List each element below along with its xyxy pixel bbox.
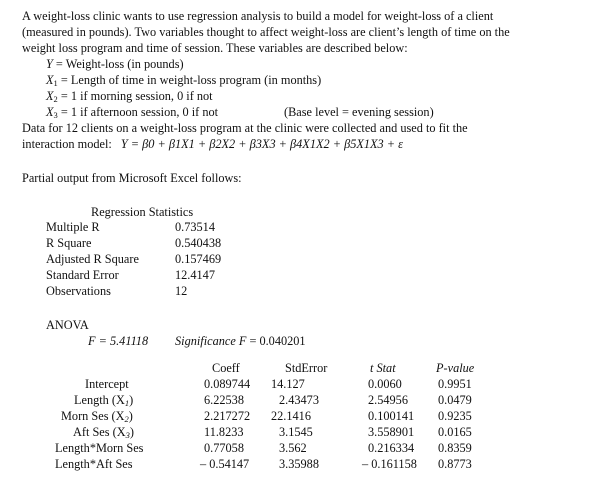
row-pvalue-length: 0.0479: [438, 393, 472, 407]
variable-y-name: Y: [46, 57, 53, 71]
variable-x2-desc: = 1 if morning session, 0 if not: [57, 89, 213, 103]
row-tstat-length-morn-ses: 0.216334: [368, 441, 415, 455]
row-tstat-aft-ses: 3.558901: [368, 425, 415, 439]
row-label-intercept: Intercept: [85, 377, 129, 391]
data-line-1: Data for 12 clients on a weight-loss program at the clinic were collected and used to fit the: [22, 121, 468, 135]
intro-line-2: (measured in pounds). Two variables thought to affect weight-loss are client’s length of time on the: [22, 25, 510, 39]
stats-label-observations: Observations: [46, 284, 111, 298]
variable-x1-sub: 1: [53, 78, 58, 88]
row-pvalue-length-morn-ses: 0.8359: [438, 441, 472, 455]
row-tstat-length-aft-ses: – 0.161158: [362, 457, 417, 471]
stats-value-standard-error: 12.4147: [175, 268, 215, 282]
variable-x1-name: X: [46, 73, 54, 87]
data-line-2-prefix: interaction model:: [22, 137, 112, 151]
anova-significance-value: = 0.040201: [246, 334, 306, 348]
regression-stats-title: Regression Statistics: [91, 205, 194, 219]
row-stderr-length-aft-ses: 3.35988: [279, 457, 319, 471]
stats-label-multiple-r: Multiple R: [46, 220, 100, 234]
stats-value-observations: 12: [175, 284, 188, 298]
row-coeff-length: 6.22538: [204, 393, 244, 407]
row-tstat-length: 2.54956: [368, 393, 408, 407]
row-tstat-morn-ses: 0.100141: [368, 409, 415, 423]
row-stderr-length-morn-ses: 3.562: [279, 441, 307, 455]
row-stderr-length: 2.43473: [279, 393, 319, 407]
variable-x2: [46, 89, 213, 105]
row-label-length-aft-ses: Length*Aft Ses: [55, 457, 133, 471]
variable-x3: [46, 105, 218, 121]
row-stderr-aft-ses: 3.1545: [279, 425, 313, 439]
row-pvalue-morn-ses: 0.9235: [438, 409, 472, 423]
row-label-aft-ses: [73, 425, 134, 441]
base-level-note: (Base level = evening session): [284, 105, 434, 119]
header-tstat: t Stat: [370, 361, 396, 375]
row-stderr-intercept: 14.127: [271, 377, 305, 391]
intro-line-3: weight loss program and time of session. These variables are described below:: [22, 41, 408, 55]
anova-f-value: F = 5.41118: [88, 334, 149, 348]
row-stderr-morn-ses: 22.1416: [271, 409, 311, 423]
row-coeff-length-morn-ses: 0.77058: [204, 441, 244, 455]
row-label-aft-ses-end: ): [129, 425, 134, 439]
row-label-length-morn-ses: Length*Morn Ses: [55, 441, 144, 455]
stats-label-adjusted-r-square: Adjusted R Square: [46, 252, 139, 266]
stats-label-r-square: R Square: [46, 236, 92, 250]
row-pvalue-aft-ses: 0.0165: [438, 425, 472, 439]
row-pvalue-length-aft-ses: 0.8773: [438, 457, 472, 471]
row-label-morn-ses: [61, 409, 133, 425]
row-label-morn-ses-end: ): [128, 409, 133, 423]
variable-x3-sub: 3: [53, 110, 58, 120]
header-coeff: Coeff: [212, 361, 240, 375]
anova-significance-label: Significance F: [175, 334, 247, 348]
row-label-length-text: Length (X: [74, 393, 125, 407]
row-label-aft-ses-text: Aft Ses (X: [73, 425, 126, 439]
row-pvalue-intercept: 0.9951: [438, 377, 472, 391]
variable-x1: [46, 73, 321, 89]
row-coeff-length-aft-ses: – 0.54147: [200, 457, 250, 471]
variable-y-desc: = Weight-loss (in pounds): [52, 57, 184, 71]
stats-label-standard-error: Standard Error: [46, 268, 119, 282]
variable-x1-desc: = Length of time in weight-loss program (in months): [57, 73, 322, 87]
intro-line-1: A weight-loss clinic wants to use regression analysis to build a model for weight-loss of a client: [22, 9, 494, 23]
row-coeff-intercept: 0.089744: [204, 377, 251, 391]
row-tstat-intercept: 0.0060: [368, 377, 402, 391]
row-label-morn-ses-text: Morn Ses (X: [61, 409, 125, 423]
variable-x3-name: X: [46, 105, 54, 119]
row-label-morn-ses-sub: 2: [124, 414, 129, 424]
model-equation: Y = β0 + β1X1 + β2X2 + β3X3 + β4X1X2 + β5X1X3 + ε: [120, 137, 403, 151]
data-line-2: [22, 137, 403, 153]
header-pvalue: P-value: [436, 361, 475, 375]
row-label-length-end: ): [129, 393, 134, 407]
variable-x2-name: X: [46, 89, 54, 103]
row-label-aft-ses-sub: 3: [125, 430, 130, 440]
variable-y: [46, 57, 184, 73]
row-label-length-sub: 1: [124, 398, 130, 408]
variable-x2-sub: 2: [53, 94, 58, 104]
stats-value-adjusted-r-square: 0.157469: [175, 252, 222, 266]
row-coeff-morn-ses: 2.217272: [204, 409, 251, 423]
row-label-length: [74, 393, 133, 409]
header-stderr: StdError: [285, 361, 328, 375]
stats-value-multiple-r: 0.73514: [175, 220, 215, 234]
anova-title: ANOVA: [46, 318, 89, 332]
partial-output-label: Partial output from Microsoft Excel follows:: [22, 171, 242, 185]
anova-significance: [175, 334, 306, 350]
row-coeff-aft-ses: 11.8233: [204, 425, 244, 439]
stats-value-r-square: 0.540438: [175, 236, 222, 250]
variable-x3-desc: = 1 if afternoon session, 0 if not: [57, 105, 219, 119]
